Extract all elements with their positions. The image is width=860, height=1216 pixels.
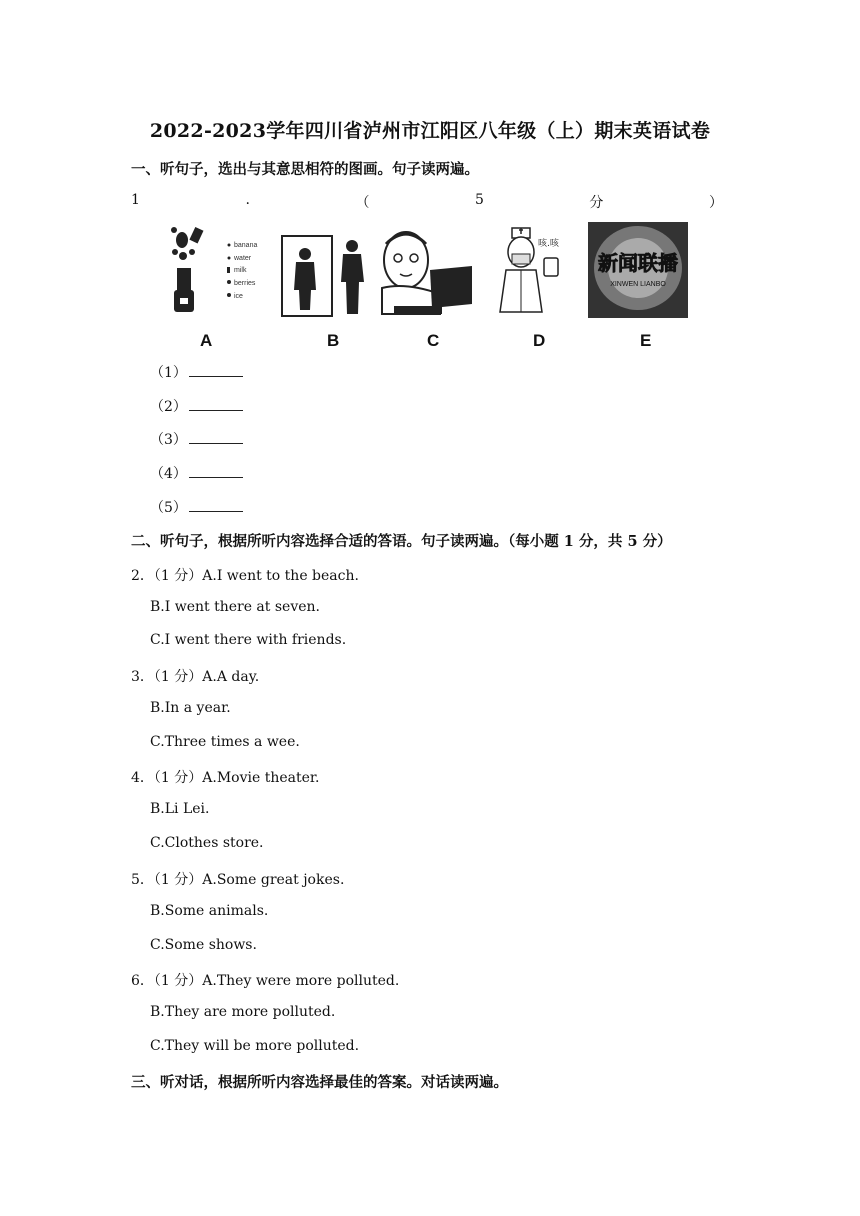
q1-paren-open: （ [355,195,370,211]
answer-line[interactable] [189,464,243,478]
q1-dot: . [245,192,250,208]
cough-speech: 咳.咳 [538,239,559,249]
exam-title: 2022-2023学年四川省泸州市江阳区八年级（上）期末英语试卷 [149,120,711,142]
option-b: B.I went there at seven. [150,599,320,615]
option-c: C.Clothes store. [150,835,264,851]
question-6-stem: 6．（1 分）A.They were more polluted. [131,973,400,989]
section2-heading: 二、听句子，根据所听内容选择合适的答语。句子读两遍。（每小题 1 分，共 5 分） [131,533,672,550]
blank-3 [150,429,243,449]
blank-1 [150,362,243,382]
blank-2 [150,396,243,416]
option-c: C.Three times a wee. [150,734,300,750]
blank-label: （2） [150,399,187,415]
blank-4 [150,463,243,483]
blank-label: （4） [150,466,187,482]
section1-heading: 一、听句子，选出与其意思相符的图画。句子读两遍。 [131,161,479,178]
list-item-milk: milk [234,267,247,274]
news-logo-picture [588,222,688,318]
option-b: B.They are more polluted. [150,1004,336,1020]
doctor-picture [500,228,560,312]
picture-strip [150,218,710,350]
question-2-stem: 2．（1 分）A.I went to the beach. [131,568,359,584]
answer-line[interactable] [189,430,243,444]
computer-user-picture [382,232,472,314]
question-1-header [131,192,723,212]
answer-line[interactable] [189,397,243,411]
blank-label: （1） [150,365,187,381]
letter-a: A [200,331,213,350]
blank-label: （3） [150,432,187,448]
q1-paren-close: ） [708,195,723,211]
blank-5 [150,497,243,517]
list-item-berries: berries [234,280,256,287]
letter-c: C [427,331,440,350]
answer-line[interactable] [189,363,243,377]
list-item-ice: ice [234,293,243,300]
option-b: B.Li Lei. [150,801,210,817]
option-c: C.They will be more polluted. [150,1038,360,1054]
question-5-stem: 5．（1 分）A.Some great jokes. [131,872,345,888]
q1-score-unit: 分 [589,195,604,211]
section3-heading: 三、听对话，根据所听内容选择最佳的答案。对话读两遍。 [131,1074,508,1091]
letter-d: D [533,331,546,350]
logo-text: 新闻联播 [598,251,678,275]
q1-number: 1 [131,192,140,208]
option-c: C.Some shows. [150,937,257,953]
option-b: B.In a year. [150,700,231,716]
question-3-stem: 3．（1 分）A.A day. [131,669,260,685]
option-c: C.I went there with friends. [150,632,347,648]
option-b: B.Some animals. [150,903,269,919]
q1-score: 5 [474,192,484,208]
letter-b: B [327,331,340,350]
question-4-stem: 4．（1 分）A.Movie theater. [131,770,320,786]
logo-subtext: XINWEN LIANBO [610,281,666,288]
mirror-picture [282,236,364,316]
blender-picture [171,227,257,312]
blank-label: （5） [150,500,187,516]
answer-line[interactable] [189,498,243,512]
list-item-water: water [234,255,252,262]
list-item-banana: banana [234,242,258,249]
letter-e: E [640,331,652,350]
